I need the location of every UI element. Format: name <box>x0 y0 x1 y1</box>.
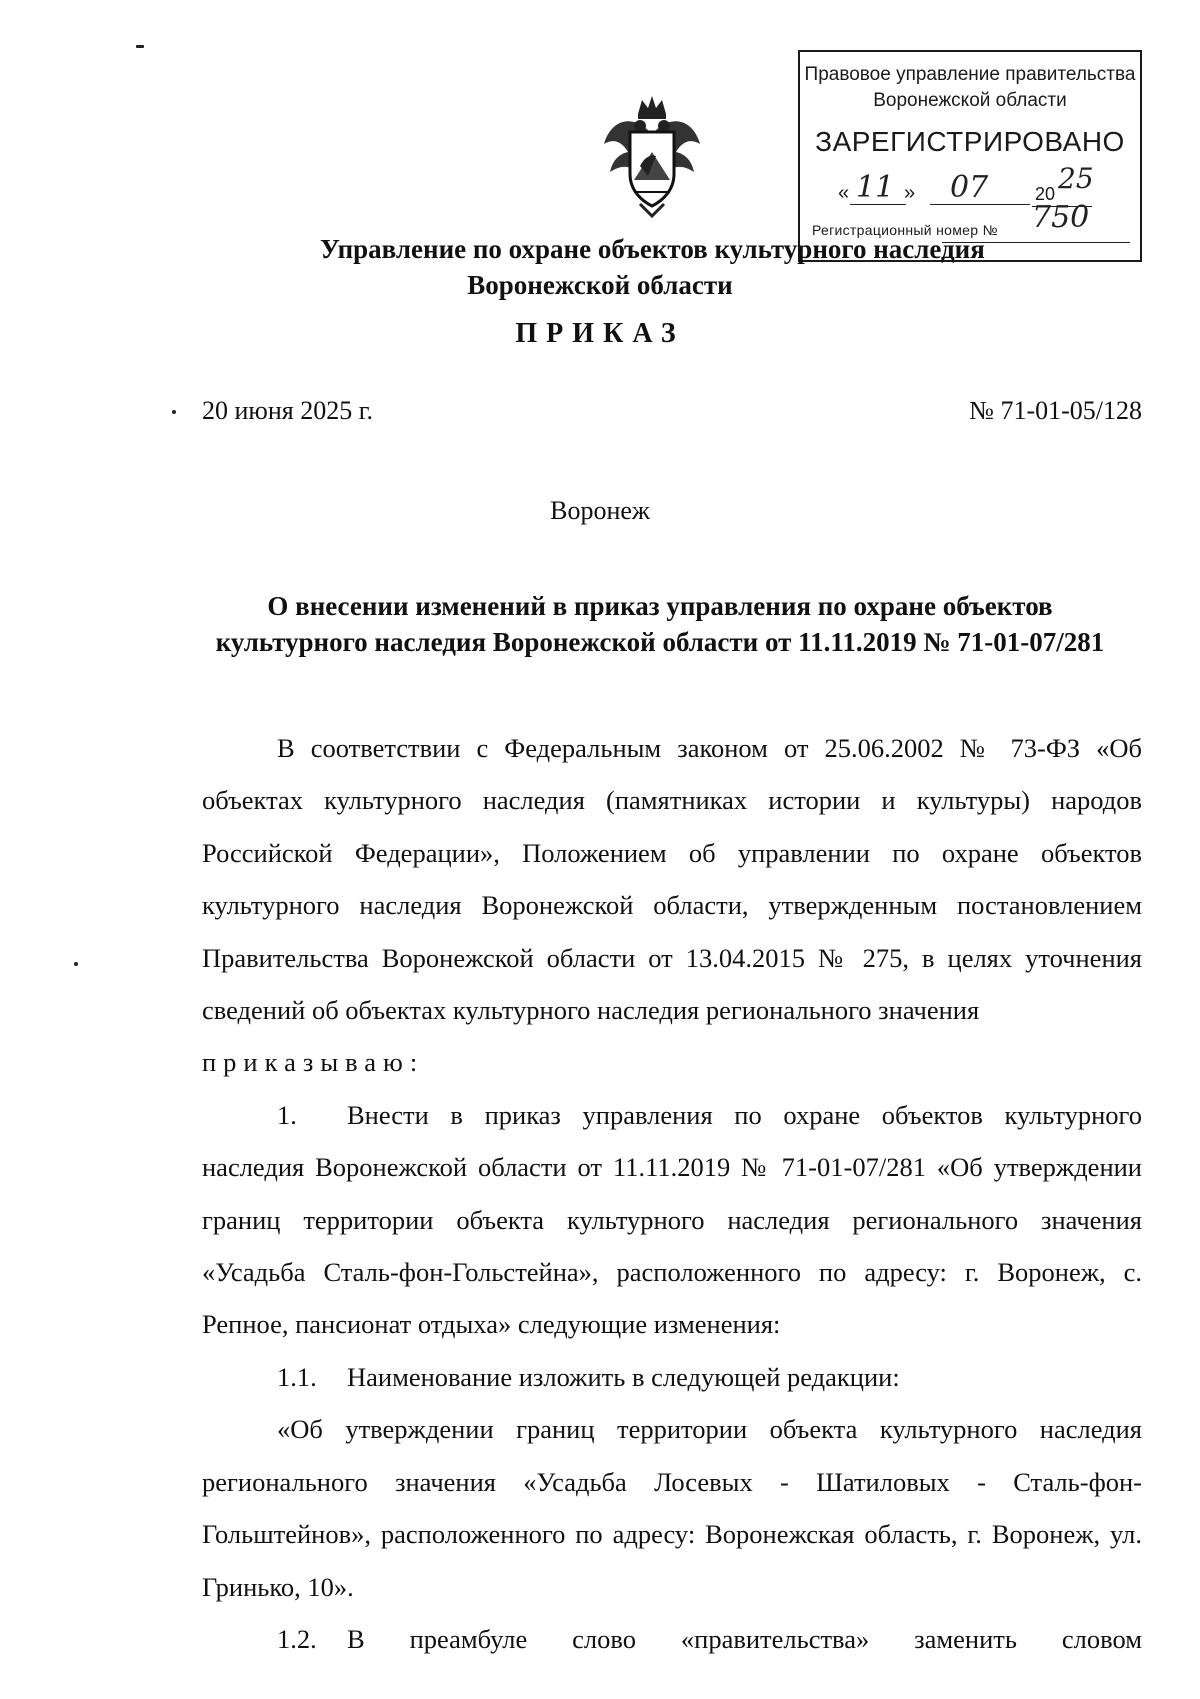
org-name-line2: Воронежской области <box>467 270 733 300</box>
document-type: ПРИКАЗ <box>515 318 685 349</box>
item-1-2 <box>202 1613 1142 1665</box>
stamp-line2: Воронежской области <box>873 90 1067 111</box>
registration-stamp <box>798 50 1142 262</box>
item-1-1-text: Наименование изложить в следующей редакции: <box>347 1361 900 1392</box>
stamp-quote-open: « <box>838 182 850 204</box>
stamp-line1: Правовое управление правительства <box>804 64 1136 85</box>
scan-speck <box>136 45 144 48</box>
preamble-paragraph: В соответствии с Федеральным законом от 25.06.2002 № 73-ФЗ «Об объектах культурного наследия (памятниках истории и культуры) народов Российской Федерации», Положением об управлении по охране объектов культурного наследия Воронежской области, утвержденным постановлением Правительства Воронежской области от 13.04.2015 № 275, в целях уточнения сведений об объектах культурного наследия регионального значения <box>202 733 1142 1026</box>
stamp-month: 07 <box>950 170 989 205</box>
item-1-2-number: 1.2. <box>277 1623 317 1654</box>
stamp-title: ЗАРЕГИСТРИРОВАНО <box>815 126 1125 157</box>
document-date: 20 июня 2025 г. <box>202 396 373 425</box>
subject-line1: О внесении изменений в приказ управления по охране объектов <box>267 591 1053 621</box>
stamp-day: 11 <box>856 170 895 205</box>
stamp-year: 25 <box>1058 162 1094 195</box>
item-1-text: Внести в приказ управления по охране объектов культурного наследия Воронежской области от 11.11.2019 № 71-01-07/281 «Об утверждении границ территории объекта культурного наследия регионального значения «Усадьба Сталь-фон-Гольстейна», расположенного по адресу: г. Воронеж, с. Репное, пансионат отдыха» следующие изменения: <box>202 1099 1142 1340</box>
order-word: приказываю: <box>202 1047 425 1078</box>
quote-paragraph: «Об утверждении границ территории объекта культурного наследия регионального значения «Усадьба Лосевых - Шатиловых - Сталь-фон-Гольштейнов», расположенного по адресу: Воронежская область, г. Воронеж, ул. Гринько, 10». <box>202 1414 1142 1602</box>
stamp-reg-label: Регистрационный номер № <box>812 222 998 238</box>
item-1-1 <box>202 1351 1142 1403</box>
subject-line2: культурного наследия Воронежской области от 11.11.2019 № 71-01-07/281 <box>215 627 1105 657</box>
document-body <box>202 722 1142 1665</box>
item-1 <box>202 1089 1142 1351</box>
document-subject <box>160 588 1160 660</box>
stamp-year-prefix: 20 <box>1035 184 1056 204</box>
scan-speck <box>172 410 176 414</box>
item-1-number: 1. <box>277 1099 297 1130</box>
stamp-reg-number: 750 <box>1032 200 1090 235</box>
stamp-quote-close: » <box>904 182 916 204</box>
item-1-2-text: В преамбуле слово «правительства» заменить словом <box>347 1623 1142 1654</box>
scan-speck <box>74 962 78 966</box>
document-city: Воронеж <box>550 496 650 525</box>
item-1-1-number: 1.1. <box>277 1361 317 1392</box>
coat-of-arms-emblem <box>600 92 704 218</box>
document-number: № 71-01-05/128 <box>969 396 1142 425</box>
org-name-line1: Управление по охране объектов культурного наследия <box>320 234 985 264</box>
